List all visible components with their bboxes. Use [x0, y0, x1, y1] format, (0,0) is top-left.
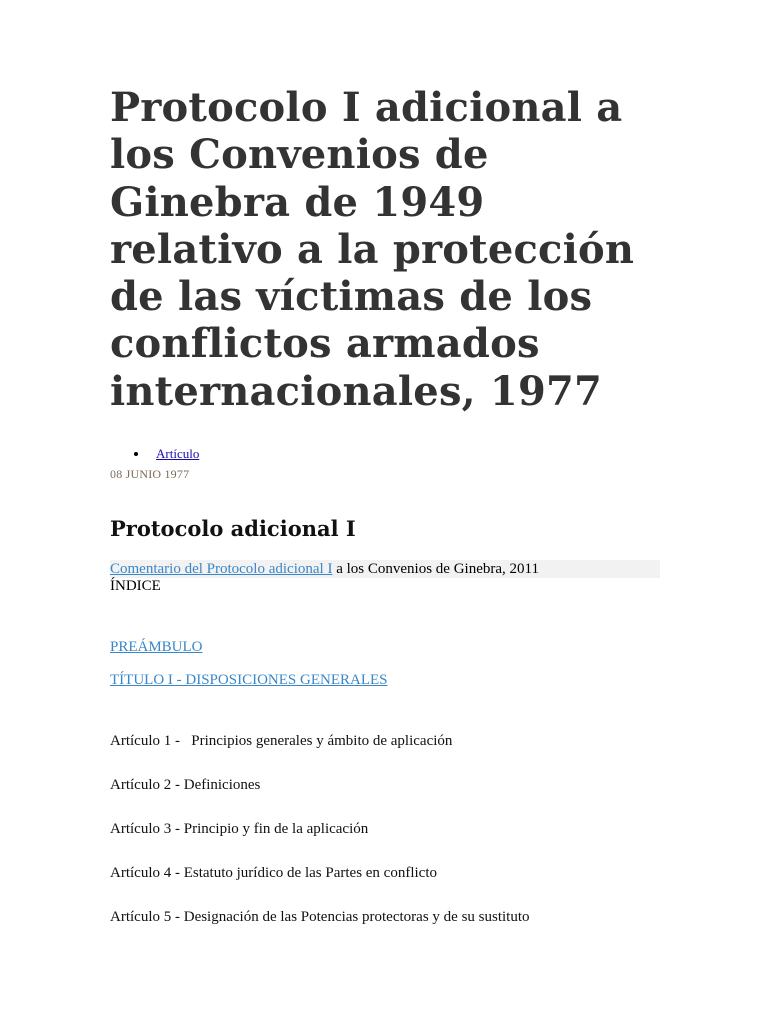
preamble-link[interactable]: PREÁMBULO	[110, 639, 203, 655]
commentary-text: a los Convenios de Ginebra, 2011	[332, 561, 539, 577]
article-3-entry: Artículo 3 - Principio y fin de la aplicación	[110, 821, 369, 837]
commentary-line	[110, 560, 660, 578]
article-5-entry: Artículo 5 - Designación de las Potencias protectoras y de su sustituto	[110, 909, 530, 925]
bullet-icon	[134, 452, 138, 456]
index-heading: ÍNDICE	[110, 578, 161, 594]
publish-date: 08 JUNIO 1977	[110, 467, 190, 481]
tag-list-item	[110, 445, 199, 463]
article-1-entry: Artículo 1 - Principios generales y ámbito de aplicación	[110, 733, 453, 749]
article-4-entry: Artículo 4 - Estatuto jurídico de las Partes en conflicto	[110, 865, 437, 881]
tag-list	[110, 445, 199, 463]
title-one-link[interactable]: TÍTULO I - DISPOSICIONES GENERALES	[110, 672, 388, 688]
page-title: Protocolo I adicional a los Convenios de Ginebra de 1949 relativo a la protección de las víctimas de los conflictos armados internacionales, 1977	[110, 84, 635, 415]
article-2-entry: Artículo 2 - Definiciones	[110, 777, 261, 793]
tag-link-articulo[interactable]: Artículo	[156, 446, 200, 461]
commentary-link[interactable]: Comentario del Protocolo adicional I	[110, 561, 333, 577]
section-heading: Protocolo adicional I	[110, 516, 356, 541]
